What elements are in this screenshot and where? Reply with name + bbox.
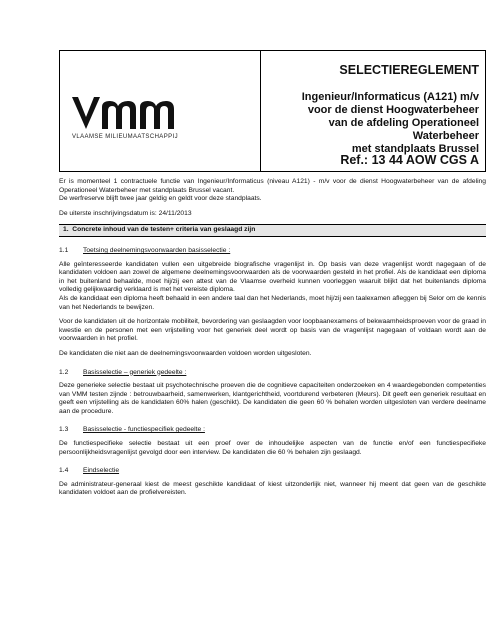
body-paragraph: Deze generieke selectie bestaat uit psychotechnische proeven die de cognitieve capaciteiten onderzoeken en 4 waardegebonden competenties van VMM testen zijnde : betrouwbaarheid, samenwerken, klantgerichtheid, voortdurend verbeteren (Meurs). Dit geeft een generiek resultaat en geeft een vrijstelling als de kandidaten 60% halen (geschikt). De kandidaten die geen 60 % behalen worden uitgesloten van verdere deelname aan de procedure. bbox=[59, 382, 486, 415]
job-title-line: van de afdeling Operationeel Waterbeheer bbox=[328, 117, 479, 142]
body-paragraph: Voor de kandidaten uit de horizontale mobiliteit, bevordering van geslaagden voor loopbaanexamens of bekwaamheidsproeven voor de graad in kwestie en de personen met een vrijstelling voor het generiek deel wordt op basis van de vragenlijst nagegaan of voldaan wordt aan de voorwaarden in het profiel. bbox=[59, 318, 486, 343]
body-paragraph: De administrateur-generaal kiest de meest geschikte kandidaat of kiest uitzonderlijk niet, wanneer hij meent dat geen van de geschikte kandidaten voldoet aan de profielvereisten. bbox=[59, 480, 486, 497]
logo-cell bbox=[60, 51, 260, 171]
header-box bbox=[59, 50, 486, 172]
job-title-line: Ingenieur/Informaticus (A121) m/v bbox=[301, 91, 479, 103]
section-number: 1. bbox=[63, 226, 69, 234]
body-paragraph: Als de kandidaat een diploma heeft behaald in een andere taal dan het Nederlands, moet hij/zij een taalexamen afleggen bij Selor om de kennis van het Nederlands te bewijzen. bbox=[59, 294, 486, 311]
intro-paragraph: De werfreserve blijft twee jaar geldig en geldt voor deze standplaats. bbox=[59, 195, 262, 203]
subsection-number: 1.1 bbox=[59, 246, 69, 254]
subsection-heading bbox=[59, 247, 486, 256]
job-title bbox=[261, 91, 479, 156]
subsection-number: 1.4 bbox=[59, 467, 69, 475]
intro-paragraph: Er is momenteel 1 contractuele functie van Ingenieur/Informaticus (niveau A121) - m/v voor de dienst Hoogwaterbeheer van de afdeling Operationeel Waterbeheer met standplaats Brussel vacant. bbox=[59, 178, 486, 194]
body-paragraph: De functiespecifieke selectie bestaat uit een proef over de inhoudelijke aspecten van de functie en/of een functiespecifieke persoonlijkheidsvragenlijst gevolgd door een interview. De kandidaten die 60 % behalen zijn geslaagd. bbox=[59, 440, 486, 456]
page-title: SELECTIEREGLEMENT bbox=[339, 63, 479, 77]
body-paragraph: Alle geïnteresseerde kandidaten vullen een uitgebreide biografische vragenlijst in. Op basis van deze vragenlijst wordt nagegaan of de kandidaten voldoen aan zowel de algemene deelnemingsvoorwaarden als de voorwaarden gesteld in het profiel. Als de kandidaat een diploma in het buitenland behaalde, moet hij/zij een attest van de Vlaamse overheid kunnen voorleggen waaruit blijkt dat het buitenlands diploma volledig gelijkwaardig verklaard is met het vereiste diploma. bbox=[59, 260, 486, 294]
title-cell bbox=[261, 51, 485, 171]
document-body bbox=[59, 178, 486, 504]
reference-number: Ref.: 13 44 AOW CGS A bbox=[340, 153, 479, 167]
subsection-title: Basisselectie – generiek gedeelte : bbox=[83, 368, 187, 376]
subsection-title: Toetsing deelnemingsvoorwaarden basisselectie : bbox=[83, 246, 231, 254]
subsection-title: Eindselectie bbox=[83, 467, 120, 475]
subsection-title: Basisselectie - functiespecifiek gedeelte : bbox=[83, 426, 205, 434]
job-title-line: met standplaats Brussel bbox=[351, 143, 479, 155]
subsection-heading bbox=[59, 467, 486, 476]
section-heading bbox=[59, 224, 486, 237]
subsection-number: 1.2 bbox=[59, 368, 69, 376]
subsection-heading bbox=[59, 426, 486, 435]
job-title-line: voor de dienst Hoogwaterbeheer bbox=[307, 104, 479, 116]
logo-caption: VLAAMSE MILIEUMAATSCHAPPIJ bbox=[72, 134, 178, 140]
vmm-logo bbox=[70, 93, 182, 133]
body-paragraph: De kandidaten die niet aan de deelnemingsvoorwaarden voldoen worden uitgesloten. bbox=[59, 349, 312, 357]
subsection-heading bbox=[59, 369, 486, 378]
deadline-paragraph: De uiterste inschrijvingsdatum is: 24/11/2013 bbox=[59, 209, 192, 217]
subsection-number: 1.3 bbox=[59, 426, 69, 434]
section-title: Concrete inhoud van de testen+ criteria van geslaagd zijn bbox=[72, 226, 256, 234]
